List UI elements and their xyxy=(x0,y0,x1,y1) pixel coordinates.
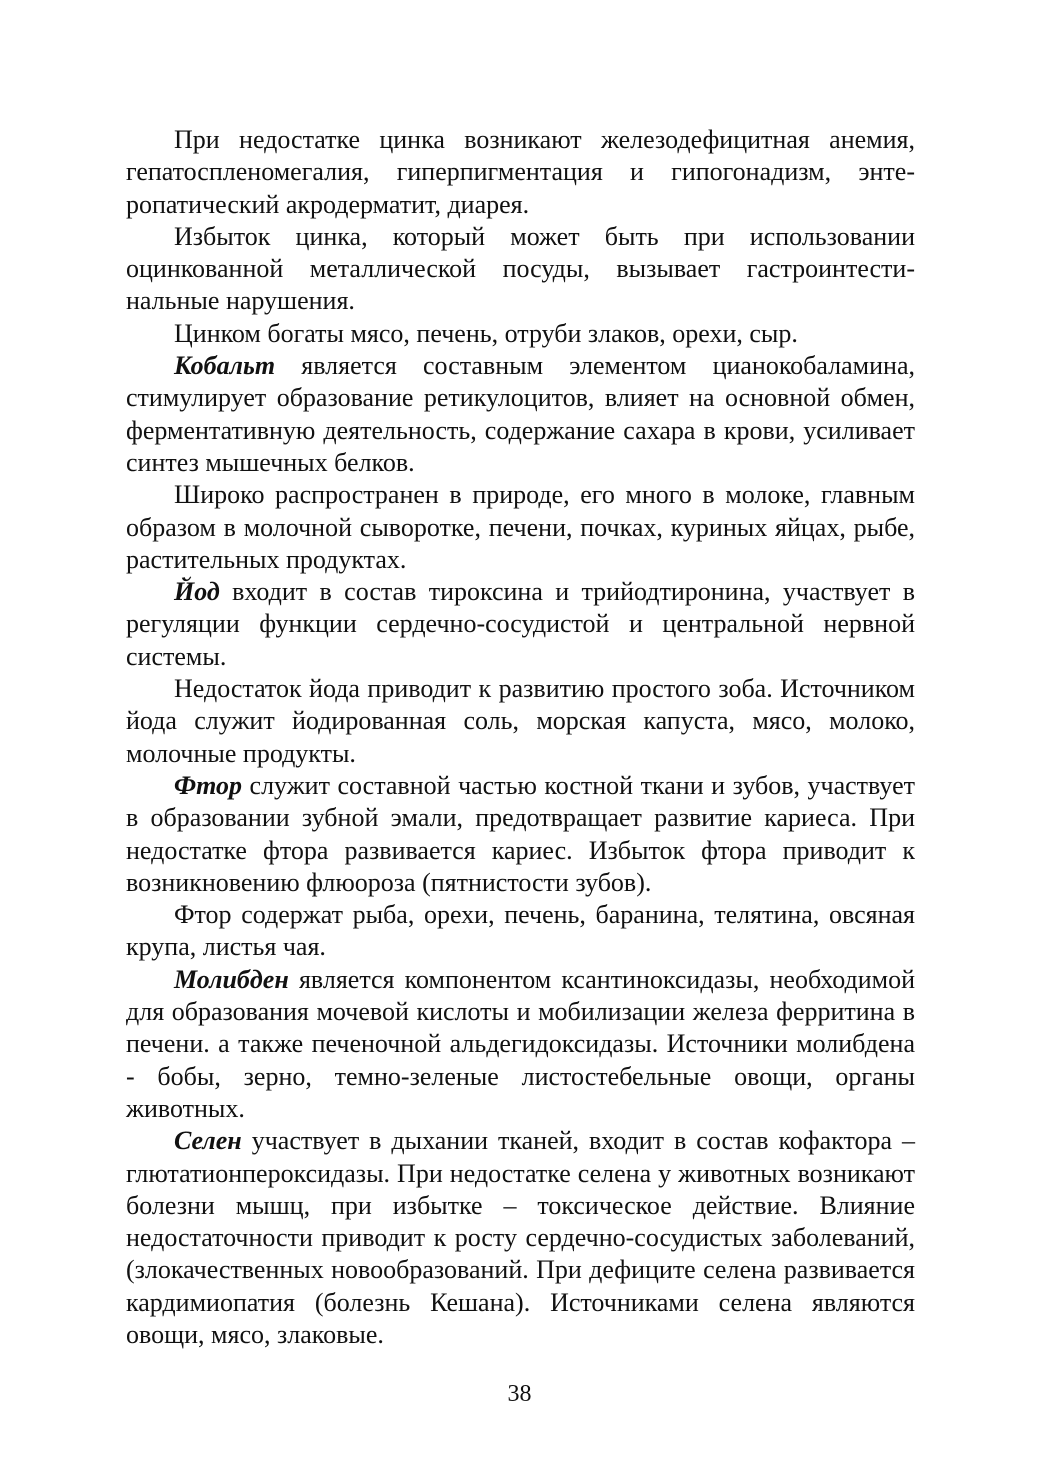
paragraph-text: Широко распространен в природе, его много в молоке, главным образом в молочной сыворотке, печени, почках, куриных яйцах, рыбе, растительных продуктах. xyxy=(126,480,915,574)
paragraph-text: При недостатке цинка возникают железодефицитная анемия, гепатоспленомегалия, гиперпигментация и гипогонадизм, энтеропатический акродерматит, диарея. xyxy=(126,125,915,219)
paragraph-term-molybdenum: Молибден xyxy=(174,964,289,994)
paragraph-text: служит составной частью костной ткани и зубов, участвует в образовании зубной эмали, предотвращает развитие кариеса. При недостатке фтора развивается кариес. Избыток фтора приводит к возникновению флюороза (пятнистости зубов). xyxy=(126,770,915,897)
paragraph-zinc-excess xyxy=(126,221,915,318)
paragraph-iodine-sources xyxy=(126,673,915,770)
paragraph-text: является составным элементом цианокобаламина, стимулирует образование ретикулоцитов, влияет на основной обмен, ферментативную деятельность, содержание сахара в крови, усиливает синтез мышечных белков. xyxy=(126,351,915,477)
page-number: 38 xyxy=(507,1381,532,1407)
paragraph-text: Фтор содержат рыба, орехи, печень, баранина, телятина, овсяная крупа, листья чая. xyxy=(126,900,915,962)
paragraph-text: является компонентом ксантиноксидазы, необходимой для образования мочевой кислоты и мобилизации железа ферритина в печени. а также печеночной альдегидоксидазы. Источники молибдена - бобы, зерно, темно-зеленые листостебельные овощи, органы животных. xyxy=(126,964,915,1123)
paragraph-zinc-deficiency xyxy=(126,124,915,221)
paragraph-term-fluorine: Фтор xyxy=(174,770,242,800)
paragraph-zinc-sources xyxy=(126,318,915,350)
paragraph-text: участвует в дыхании тканей, входит в состав кофактора – глютатионпероксидазы. При недостатке селена у животных возникают болезни мышц, при избытке – токсическое действие. Влияние недостаточности приводит к росту сердечно-сосудистых заболеваний, (злокачественных новообразований. При дефиците селена развивается кардимиопатия (болезнь Кешана). Источниками селена являются овощи, мясо, злаковые. xyxy=(126,1126,915,1349)
paragraph-text: входит в состав тироксина и трийодтиронина, участвует в регуляции функции сердечно-сосудистой и центральной нервной системы. xyxy=(126,577,915,671)
paragraph-fluorine-sources xyxy=(126,899,915,964)
paragraph-cobalt xyxy=(126,350,915,479)
paragraph-selenium xyxy=(126,1125,915,1351)
paragraph-term-selenium: Селен xyxy=(174,1126,242,1156)
paragraph-text: Недостаток йода приводит к развитию простого зоба. Источником йода служит йодированная соль, морская капуста, мясо, молоко, молочные продукты. xyxy=(126,674,915,768)
paragraph-molybdenum xyxy=(126,964,915,1125)
paragraph-text: Избыток цинка, который может быть при использовании оцинкованной металлической посуды, вызывает гастроинтестинальные нарушения. xyxy=(126,221,915,316)
paragraph-fluorine xyxy=(126,770,915,899)
paragraph-term-iodine: Йод xyxy=(174,577,220,607)
paragraph-cobalt-sources xyxy=(126,479,915,576)
paragraph-iodine xyxy=(126,576,915,673)
page-body xyxy=(126,124,915,1351)
paragraph-text: Цинком богаты мясо, печень, отруби злаков, орехи, сыр. xyxy=(174,318,798,348)
paragraph-term-cobalt: Кобальт xyxy=(174,351,276,381)
